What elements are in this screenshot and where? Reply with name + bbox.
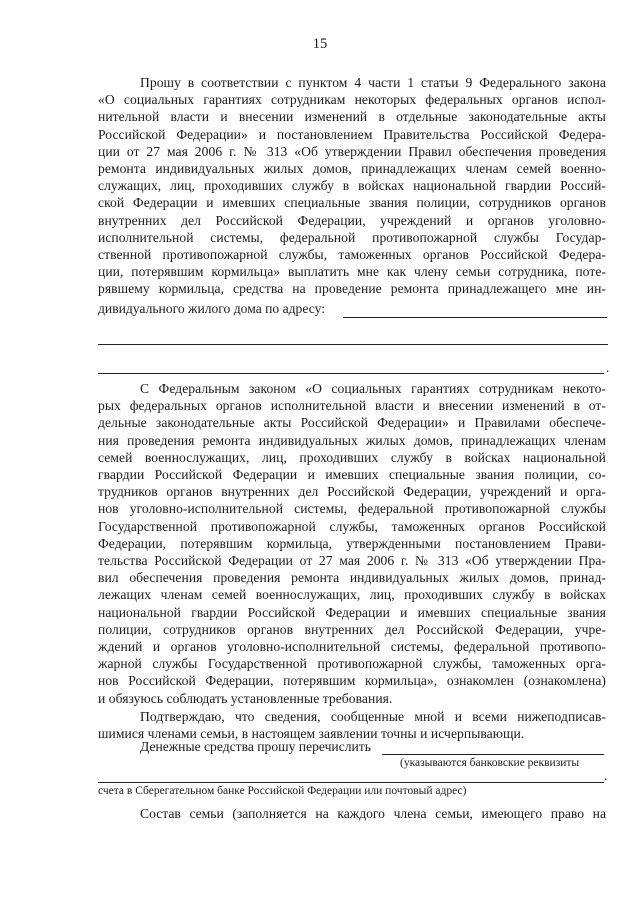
p2-line: дельные законодательные акты Российской Федерации» и Правилами обеспече- — [98, 415, 606, 431]
p2-line: рых федеральных органов исполнительной власти и внесении изменений в от- — [98, 398, 606, 414]
p1-line: Прошу в соответствии с пунктом 4 части 1 статьи 9 Федерального закона — [140, 75, 606, 90]
request-paragraph — [98, 74, 606, 298]
p3-line: Подтверждаю, что сведения, сообщенные мной и всеми нижеподписав- — [140, 709, 606, 724]
p2-line: семей военнослужащих, лиц, проходивших службу в войсках национальной — [98, 449, 606, 465]
bank-details-hint: (указываются банковские реквизиты — [400, 757, 580, 769]
account-hint: счета в Сберегательном банке Российской Федерации или почтовый адрес) — [98, 785, 467, 797]
p1-line: исполнительной системы, федеральной противопожарной службы Государ- — [98, 229, 606, 245]
p2-line: ждений и органов уголовно-исполнительной системы, федеральной противопо- — [98, 639, 606, 655]
address-input-line-2[interactable] — [98, 344, 608, 345]
p2-line: ния проведения ремонта индивидуальных жилых домов, принадлежащих членам — [98, 432, 606, 448]
p1-line: ской Федерации и имевших специальные звания полиции, сотрудников органов — [98, 195, 606, 211]
p2-line: лежащих членам семей военнослужащих, лиц, проходивших службу в войсках — [98, 587, 606, 603]
address-label: дивидуального жилого дома по адресу: — [98, 301, 325, 316]
account-input-line[interactable] — [98, 782, 604, 783]
money-transfer-label: Денежные средства прошу перечислить — [140, 739, 371, 754]
family-composition-text: Состав семьи (заполняется на каждого члена семьи, имеющего право на — [140, 806, 606, 821]
p1-line: ственной противопожарной службы, таможенных органов Российской Федера- — [98, 247, 606, 263]
p1-line: ремонта индивидуальных жилых домов, принадлежащих членам семей военно- — [98, 161, 606, 177]
confirmation-paragraph — [98, 708, 606, 742]
p3-line: шимися членами семьи, в настоящем заявлении точны и исчерпывающи. — [98, 726, 525, 742]
address-input-line-3[interactable] — [98, 373, 604, 374]
p2-line: гвардии Российской Федерации и имевших специальные звания полиции, со- — [98, 467, 606, 483]
p2-line: нов уголовно-исполнительной системы, федеральной противопожарной службы — [98, 501, 606, 517]
p1-line: ции от 27 мая 2006 г. № 313 «Об утверждении Правил обеспечения проведения — [98, 143, 606, 159]
account-line-period: . — [604, 768, 608, 783]
p1-line: ции, потерявшим кормильца» выплатить мне как члену семьи сотрудника, поте- — [98, 264, 606, 280]
p2-line: Государственной противопожарной службы, таможенных органов Российской — [98, 518, 606, 534]
address-line-period: . — [606, 360, 610, 375]
p1-line: внутренних дел Российской Федерации, учреждений и органов уголовно- — [98, 212, 606, 228]
p1-line: служащих, лиц, проходивших службу в войсках национальной гвардии Россий- — [98, 178, 606, 194]
acknowledgement-paragraph — [98, 380, 606, 707]
p2-line: нов Российской Федерации, потерявшим кормильца», ознакомлен (ознакомлена) — [98, 673, 606, 689]
p2-line: тельства Российской Федерации от 27 мая 2006 г. № 313 «Об утверждении Пра- — [98, 553, 606, 569]
p2-line: С Федеральным законом «О социальных гарантиях сотрудникам некото- — [140, 381, 606, 396]
p2-line: вил обеспечения проведения ремонта индивидуальных жилых домов, принад- — [98, 570, 606, 586]
p1-line: нительной власти и внесении изменений в отдельные законодательные акты — [98, 109, 606, 125]
p1-line: Российской Федерации» и постановлением Правительства Российской Федера- — [98, 126, 606, 142]
address-input-line-1[interactable] — [343, 317, 607, 318]
p2-line: жарной службы Государственной противопожарной службы, таможенных орга- — [98, 656, 606, 672]
page-number: 15 — [312, 36, 328, 52]
p1-line: «О социальных гарантиях сотрудникам некоторых федеральных органов испол- — [98, 92, 606, 108]
bank-details-input-line[interactable] — [382, 754, 604, 755]
p2-line: и обязуюсь соблюдать установленные требования. — [98, 690, 393, 706]
p2-line: трудников органов внутренних дел Российской Федерации, учреждений и орга- — [98, 484, 606, 500]
p2-line: национальной гвардии Российской Федерации и имевших специальные звания — [98, 604, 606, 620]
p2-line: Федерации, потерявшим кормильца, утвержденными постановлением Прави- — [98, 535, 606, 551]
p1-line: рявшему кормильца, средства на проведение ремонта принадлежащего мне ин- — [98, 281, 606, 297]
p2-line: полиции, сотрудников органов внутренних дел Российской Федерации, учре- — [98, 621, 606, 637]
